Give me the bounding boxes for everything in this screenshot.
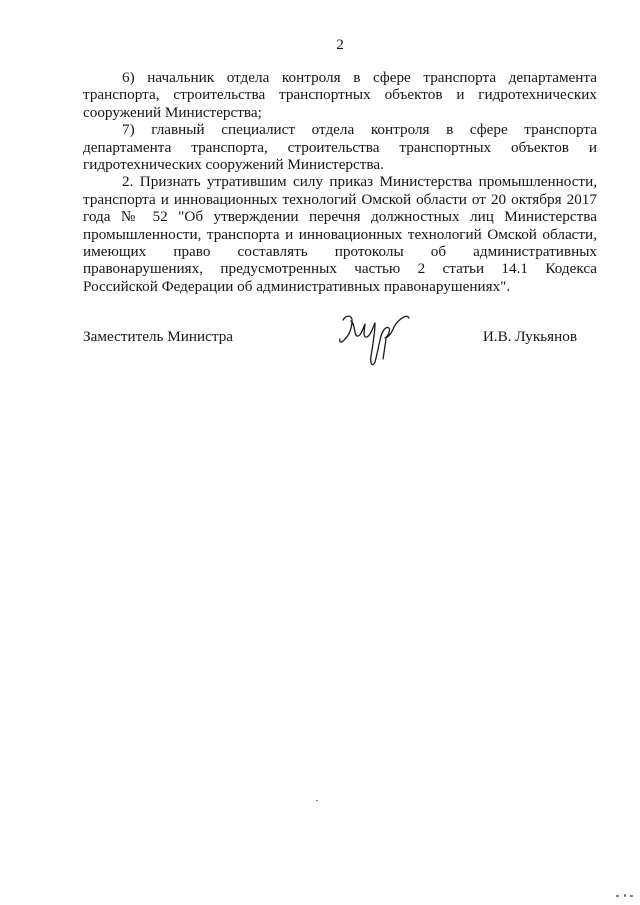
text-line: Российской Федерации об административных правонарушениях". xyxy=(83,277,511,295)
paragraph-item-7 xyxy=(83,121,597,173)
text-line: транспорта, строительства транспортных объектов и гидротехнических xyxy=(83,86,597,104)
text-line: 2. Признать утратившим силу приказ Министерства промышленности, xyxy=(122,173,597,191)
body-text xyxy=(83,69,597,295)
text-line: 7) главный специалист отдела контроля в сфере транспорта xyxy=(122,121,597,139)
paragraph-point-2 xyxy=(83,173,597,295)
text-line: правонарушениях, предусмотренных частью 2 статьи 14.1 Кодекса xyxy=(83,260,597,278)
scan-speck xyxy=(616,895,619,897)
text-line: департамента транспорта, строительства транспортных объектов и xyxy=(83,138,597,156)
text-line: промышленности, транспорта и инновационных технологий Омской области, xyxy=(83,225,597,243)
text-line: транспорта и инновационных технологий Омской области от 20 октября 2017 xyxy=(83,190,597,208)
handwritten-signature xyxy=(334,306,416,372)
text-line: имеющих право составлять протоколы об административных xyxy=(83,242,597,260)
text-line: 6) начальник отдела контроля в сфере транспорта департамента xyxy=(122,69,597,86)
text-line: сооружений Министерства; xyxy=(83,103,262,121)
signatory-position: Заместитель Министра xyxy=(83,328,234,345)
paragraph-item-6 xyxy=(83,69,597,121)
text-line: года № 52 "Об утверждении перечня должностных лиц Министерства xyxy=(83,208,597,226)
signatory-name: И.В. Лукьянов xyxy=(482,328,577,345)
scan-speck xyxy=(316,800,318,801)
text-line: гидротехнических сооружений Министерства. xyxy=(83,155,384,173)
scan-speck xyxy=(624,894,626,897)
page-number: 2 xyxy=(336,36,344,53)
scan-speck xyxy=(630,895,633,897)
